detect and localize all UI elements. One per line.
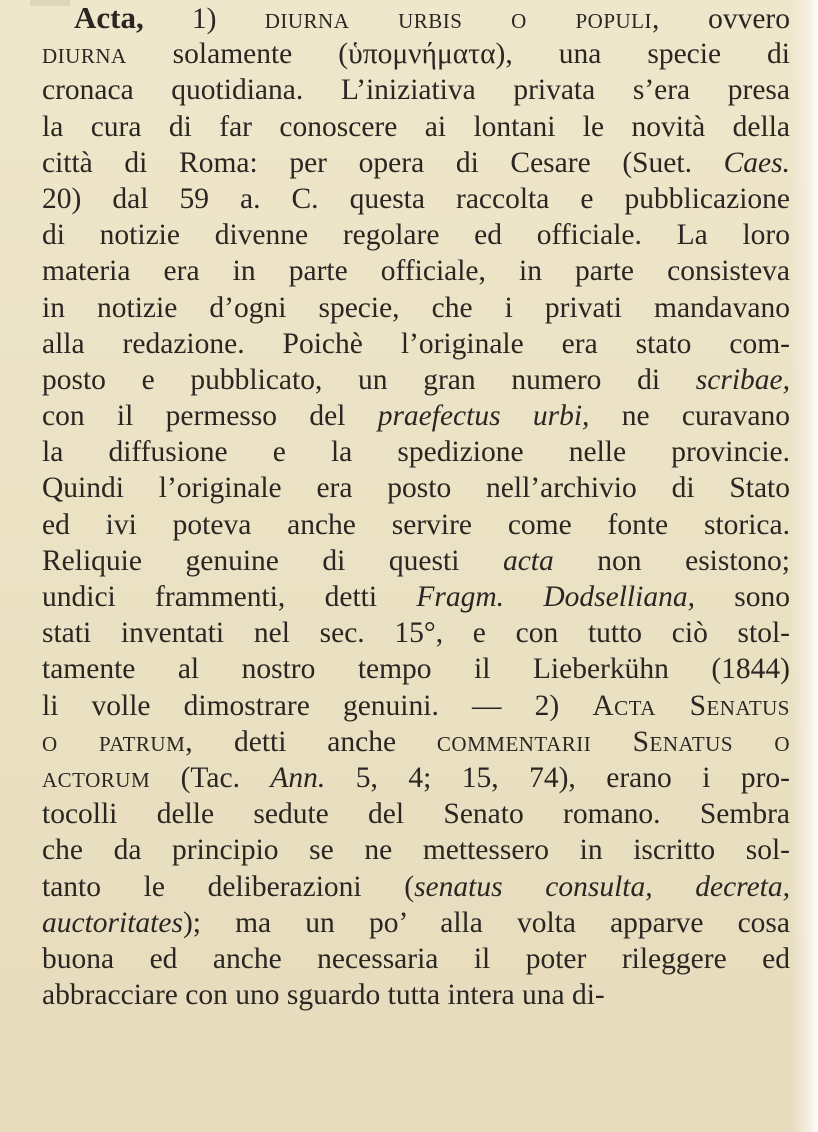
text-segment: di notizie divenne regolare ed officiale. La loro [42,219,790,252]
text-segment: la diffusione e la spedizione nelle provincie. [42,436,790,469]
text-line [42,362,790,398]
text-segment: scribae, [695,363,790,396]
text-line [42,615,790,651]
text-segment: Caes. [723,146,790,179]
text-segment: senatus consulta, decreta, [414,870,790,903]
text-segment: abbracciare con uno sguardo tutta intera una di- [42,979,605,1012]
text-segment: solamente (ὑπομνήματα), una specie di [126,38,790,71]
text-segment: tanto le deliberazioni ( [42,870,415,903]
text-line [42,941,790,977]
text-line [42,72,790,108]
text-line [42,832,790,868]
text-line [42,470,790,506]
text-line [42,688,790,724]
text-line [42,977,790,1013]
text-segment: Acta Senatus [592,689,790,722]
text-segment: 20) dal 59 a. C. questa raccolta e pubblicazione [42,182,790,215]
text-segment: undici frammenti, detti [42,581,417,613]
text-segment: la cura di far conoscere ai lontani le novità della [42,110,790,143]
text-segment: praefectus urbi, [377,400,590,433]
text-line [42,543,790,579]
text-segment: stati inventati nel sec. 15°, e con tutto ciò stol- [42,617,790,650]
text-segment: sono [694,581,790,613]
text-segment: con il permesso del [42,400,378,433]
text-segment: in notizie d’ogni specie, che i privati mandavano [42,291,790,324]
text-segment: Reliquie genuine di questi [42,544,503,577]
text-segment: tamente al nostro tempo il Lieberkühn (1844) [42,653,790,686]
text-line [42,253,790,289]
text-segment: 1) [143,3,265,35]
text-segment: ne curavano [589,400,791,433]
text-line [42,217,790,253]
text-segment: auctoritates [42,906,183,939]
text-line [42,507,790,543]
text-segment: che da principio se ne mettessero in iscritto sol- [42,834,790,867]
text-line [42,760,790,796]
text-segment: Quindi l’originale era posto nell’archivio di Stato [42,472,790,505]
text-segment: commentarii Senatus o [436,725,791,758]
text-line [42,651,790,687]
text-line [42,579,790,615]
text-segment: città di Roma: per opera di Cesare (Suet. [42,146,724,179]
text-segment: Fragm. Dodselliana, [416,581,695,613]
text-line [42,290,790,326]
text-line [42,0,790,36]
text-line [42,724,790,760]
text-segment: ovvero [659,3,791,35]
text-line [42,398,790,434]
text-segment: diurna urbis o populi, [264,3,660,35]
text-line [42,109,790,145]
text-segment: actorum [42,761,151,794]
text-segment: li volle dimostrare genuini. — 2) [42,689,593,722]
text-line [42,36,790,72]
text-segment: cronaca quotidiana. L’iniziativa privata s’era presa [42,74,790,107]
text-segment: detti anche [193,725,437,758]
text-line [42,905,790,941]
text-segment: ed ivi poteva anche servire come fonte storica. [42,508,790,541]
text-segment: o patrum, [42,725,194,758]
text-line [42,796,790,832]
page-right-edge [790,0,818,1132]
text-line [42,869,790,905]
text-segment: ); ma un po’ alla volta apparve cosa [182,906,790,939]
text-line [42,181,790,217]
text-segment: posto e pubblicato, un gran numero di [42,363,696,396]
article-text [42,0,790,1013]
text-line [42,434,790,470]
text-line [42,145,790,181]
text-segment: materia era in parte officiale, in parte consisteva [42,255,790,288]
headword: Acta, [74,0,144,35]
text-segment: diurna [42,38,127,71]
text-line [42,326,790,362]
text-segment: Ann. [270,761,326,794]
text-segment: alla redazione. Poichè l’originale era stato com- [42,327,790,360]
text-segment: 5, 4; 15, 74), erano i pro- [325,761,790,794]
text-segment: tocolli delle sedute del Senato romano. Sembra [42,798,790,831]
text-segment: non esistono; [553,544,790,577]
text-segment: buona ed anche necessaria il poter rileggere ed [42,942,790,975]
text-segment: acta [502,544,554,577]
text-segment: (Tac. [150,761,271,794]
